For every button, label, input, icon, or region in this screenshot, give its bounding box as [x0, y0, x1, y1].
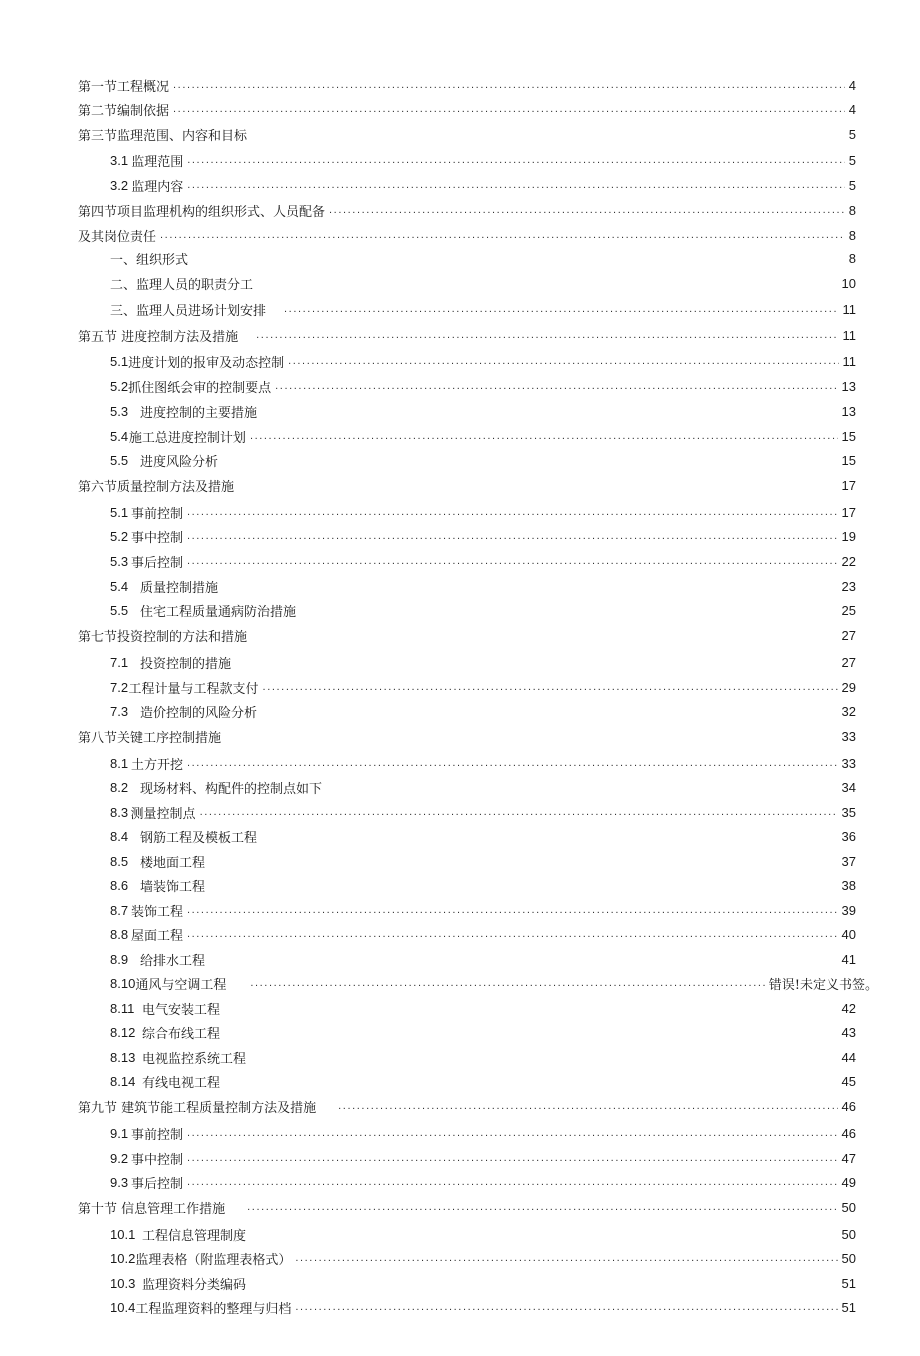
- dot-leader: [187, 924, 838, 944]
- dot-leader: [247, 1197, 837, 1217]
- dot-leader: [224, 1022, 838, 1042]
- dot-leader: [160, 225, 845, 245]
- toc-entry-number: 7.3: [110, 703, 129, 719]
- toc-entry[interactable]: [110, 150, 856, 170]
- toc-entry-number: 10.3: [110, 1275, 136, 1291]
- toc-entry-page: 错误!未定义书签。: [768, 977, 878, 993]
- dot-leader: [187, 1172, 838, 1192]
- dot-leader: [235, 652, 838, 672]
- dot-leader: [187, 900, 838, 920]
- toc-entry-number: 8.1: [110, 755, 129, 771]
- toc-entry-page: 46: [841, 1125, 856, 1141]
- dot-leader: [295, 1297, 837, 1317]
- dot-leader: [209, 851, 838, 871]
- dot-leader: [261, 401, 838, 421]
- toc-entry-page: 35: [841, 804, 856, 820]
- toc-entry[interactable]: [110, 900, 856, 920]
- toc-entry-page: 5: [848, 177, 856, 193]
- toc-entry[interactable]: [110, 753, 856, 773]
- toc-entry-title: 第二节编制依据: [78, 103, 170, 119]
- dot-leader: [257, 273, 838, 293]
- toc-entry-number: 5.1: [110, 504, 129, 520]
- toc-entry-title: 投资控制的措施: [140, 656, 232, 672]
- toc-entry-number: 5.2: [110, 528, 129, 544]
- toc-entry-page: 15: [841, 428, 856, 444]
- toc-entry-number: 9.2: [110, 1150, 129, 1166]
- toc-entry-title: 事中控制: [130, 1152, 183, 1168]
- toc-entry-title: 住宅工程质量通病防治措施: [140, 604, 297, 620]
- toc-entry-title: 造价控制的风险分析: [140, 705, 258, 721]
- toc-entry-number: 8.10: [110, 975, 136, 991]
- toc-entry-page: 38: [841, 877, 856, 893]
- toc-entry-title: 第三节监理范围、内容和目标: [78, 128, 248, 144]
- toc-entry-title: 给排水工程: [140, 953, 206, 969]
- toc-entry-title: 及其岗位责任: [78, 229, 157, 245]
- toc-entry-page: 10: [841, 275, 856, 291]
- toc-entry-title: 第十节 信息管理工作措施: [78, 1201, 226, 1217]
- dot-leader: [250, 1224, 838, 1244]
- toc-entry-title: 工程计量与工程款支付: [128, 681, 259, 697]
- toc-entry-title: 通风与空调工程: [135, 977, 227, 993]
- dot-leader: [251, 124, 845, 144]
- toc-entry[interactable]: [110, 998, 856, 1018]
- toc-entry-title: 电气安装工程: [142, 1002, 221, 1018]
- toc-entry[interactable]: [110, 426, 856, 446]
- dot-leader: [200, 802, 838, 822]
- dot-leader: [261, 701, 838, 721]
- dot-leader: [224, 998, 838, 1018]
- toc-entry-title: 质量控制措施: [140, 580, 219, 596]
- toc-entry-title: 监理表格（附监理表格式）: [135, 1252, 292, 1268]
- toc-entry-page: 8: [848, 250, 856, 266]
- toc-entry[interactable]: [110, 273, 856, 293]
- toc-entry-page: 13: [841, 378, 856, 394]
- toc-entry-title: 第四节项目监理机构的组织形式、人员配备: [78, 204, 326, 220]
- dot-leader: [251, 625, 838, 645]
- dot-leader: [187, 1148, 838, 1168]
- toc-entry[interactable]: [78, 200, 856, 220]
- toc-entry-title: 工程监理资料的整理与归档: [135, 1301, 292, 1317]
- toc-entry-number: 8.9: [110, 951, 129, 967]
- dot-leader: [284, 299, 838, 319]
- dot-leader: [187, 526, 838, 546]
- dot-leader: [338, 1096, 837, 1116]
- toc-entry-title: 进度风险分析: [140, 454, 219, 470]
- dot-leader: [187, 150, 845, 170]
- toc-entry-page: 41: [841, 951, 856, 967]
- dot-leader: [250, 1047, 838, 1067]
- toc-entry[interactable]: [110, 576, 856, 596]
- toc-entry-page: 42: [841, 1000, 856, 1016]
- dot-leader: [173, 75, 845, 95]
- toc-entry-page: 17: [841, 477, 856, 493]
- toc-entry[interactable]: [110, 551, 856, 571]
- toc-entry[interactable]: [110, 652, 856, 672]
- toc-entry[interactable]: [78, 1096, 856, 1116]
- toc-entry-title: 有线电视工程: [142, 1075, 221, 1091]
- toc-entry-number: 5.5: [110, 452, 129, 468]
- dot-leader: [222, 576, 838, 596]
- toc-entry-number: 9.3: [110, 1174, 129, 1190]
- toc-entry-title: 监理资料分类编码: [142, 1277, 247, 1293]
- toc-entry-title: 第一节工程概况: [78, 79, 170, 95]
- toc-entry-title: 屋面工程: [130, 928, 183, 944]
- toc-entry[interactable]: [110, 949, 856, 969]
- toc-entry-title: 第六节质量控制方法及措施: [78, 479, 235, 495]
- toc-entry[interactable]: [110, 1248, 856, 1268]
- toc-entry-title: 工程信息管理制度: [142, 1228, 247, 1244]
- dot-leader: [329, 200, 845, 220]
- toc-entry-number: 8.4: [110, 828, 129, 844]
- toc-entry[interactable]: [78, 325, 856, 345]
- toc-entry-number: 7.2: [110, 679, 129, 695]
- dot-leader: [209, 949, 838, 969]
- toc-entry-title: 监理范围: [131, 154, 184, 170]
- toc-entry[interactable]: [110, 600, 856, 620]
- toc-entry-page: 51: [841, 1275, 856, 1291]
- dot-leader: [263, 677, 838, 697]
- toc-entry-page: 22: [841, 553, 856, 569]
- toc-entry[interactable]: [110, 1172, 856, 1192]
- toc-entry-title: 二、监理人员的职责分工: [110, 277, 254, 293]
- toc-entry-page: 17: [841, 504, 856, 520]
- toc-entry[interactable]: [78, 124, 856, 144]
- toc-entry-title: 第七节投资控制的方法和措施: [78, 629, 248, 645]
- toc-entry-page: 34: [841, 779, 856, 795]
- toc-entry-title: 土方开挖: [130, 757, 183, 773]
- toc-entry-page: 50: [841, 1250, 856, 1266]
- toc-entry-page: 44: [841, 1049, 856, 1065]
- toc-entry-number: 5.3: [110, 403, 129, 419]
- toc-entry-page: 29: [841, 679, 856, 695]
- dot-leader: [275, 376, 837, 396]
- toc-entry-number: 8.2: [110, 779, 129, 795]
- toc-entry-page: 45: [841, 1073, 856, 1089]
- toc-entry-title: 事中控制: [130, 530, 183, 546]
- toc-entry[interactable]: [110, 351, 856, 371]
- toc-entry-number: 10.1: [110, 1226, 136, 1242]
- toc-entry-title: 事前控制: [130, 1127, 183, 1143]
- toc-entry-title: 第八节关键工序控制措施: [78, 730, 222, 746]
- toc-entry-page: 43: [841, 1024, 856, 1040]
- toc-entry[interactable]: [110, 1297, 856, 1317]
- toc-entry-page: 51: [841, 1299, 856, 1315]
- toc-entry[interactable]: [110, 376, 856, 396]
- toc-entry-page: 27: [841, 654, 856, 670]
- toc-entry-page: 15: [841, 452, 856, 468]
- toc-entry-page: 25: [841, 602, 856, 618]
- toc-entry-title: 抓住图纸会审的控制要点: [128, 380, 272, 396]
- toc-entry[interactable]: [110, 1123, 856, 1143]
- toc-entry-number: 8.13: [110, 1049, 136, 1065]
- toc-entry-page: 39: [841, 902, 856, 918]
- toc-entry-page: 4: [848, 77, 856, 93]
- toc-entry[interactable]: [110, 701, 856, 721]
- toc-entry-title: 事前控制: [130, 506, 183, 522]
- toc-entry-page: 50: [841, 1226, 856, 1242]
- toc-entry-number: 5.3: [110, 553, 129, 569]
- toc-entry-title: 事后控制: [130, 1176, 183, 1192]
- toc-entry-title: 墙装饰工程: [140, 879, 206, 895]
- dot-leader: [238, 475, 838, 495]
- toc-entry-title: 钢筋工程及模板工程: [140, 830, 258, 846]
- toc-entry[interactable]: [110, 248, 856, 268]
- toc-entry-title: 进度控制的主要措施: [140, 405, 258, 421]
- toc-entry[interactable]: [78, 475, 856, 495]
- toc-entry-title: 装饰工程: [130, 904, 183, 920]
- dot-leader: [187, 502, 838, 522]
- toc-entry[interactable]: [78, 225, 856, 245]
- toc-entry[interactable]: [110, 450, 856, 470]
- dot-leader: [300, 600, 838, 620]
- toc-entry-title: 第五节 进度控制方法及措施: [78, 329, 239, 345]
- toc-entry-number: 10.4: [110, 1299, 136, 1315]
- dot-leader: [224, 1071, 838, 1091]
- toc-entry-page: 8: [848, 202, 856, 218]
- dot-leader: [295, 1248, 837, 1268]
- dot-leader: [187, 175, 845, 195]
- toc-entry[interactable]: [110, 677, 856, 697]
- dot-leader: [187, 753, 838, 773]
- toc-entry[interactable]: [110, 875, 856, 895]
- toc-entry[interactable]: [110, 401, 856, 421]
- toc-entry-number: 10.2: [110, 1250, 136, 1266]
- toc-entry[interactable]: [110, 802, 856, 822]
- toc-entry-number: 5.4: [110, 578, 129, 594]
- toc-entry-number: 8.5: [110, 853, 129, 869]
- toc-entry-page: 8: [848, 227, 856, 243]
- dot-leader: [256, 325, 838, 345]
- toc-entry[interactable]: [110, 777, 856, 797]
- toc-entry-title: 进度计划的报审及动态控制: [128, 355, 285, 371]
- toc-entry-number: 7.1: [110, 654, 129, 670]
- toc-entry-number: 8.11: [110, 1000, 135, 1016]
- toc-entry-page: 23: [841, 578, 856, 594]
- toc-entry-number: 8.3: [110, 804, 129, 820]
- toc-entry-number: 5.4: [110, 428, 129, 444]
- toc-entry-title: 三、监理人员进场计划安排: [110, 303, 267, 319]
- toc-entry-number: 5.5: [110, 602, 129, 618]
- dot-leader: [261, 826, 838, 846]
- toc-entry-title: 一、组织形式: [110, 252, 189, 268]
- toc-entry[interactable]: [110, 1047, 856, 1067]
- toc-entry-page: 5: [848, 152, 856, 168]
- toc-entry-page: 4: [848, 101, 856, 117]
- dot-leader: [225, 726, 838, 746]
- toc-entry[interactable]: [110, 175, 856, 195]
- toc-entry[interactable]: [110, 924, 856, 944]
- toc-entry-title: 事后控制: [130, 555, 183, 571]
- toc-entry-number: 8.7: [110, 902, 129, 918]
- toc-entry-title: 电视监控系统工程: [142, 1051, 247, 1067]
- dot-leader: [288, 351, 838, 371]
- toc-entry-page: 46: [841, 1098, 856, 1114]
- toc-entry[interactable]: [110, 1273, 856, 1293]
- dot-leader: [326, 777, 838, 797]
- toc-entry-number: 5.1: [110, 353, 129, 369]
- toc-entry-page: 49: [841, 1174, 856, 1190]
- toc-entry-page: 27: [841, 627, 856, 643]
- toc-entry-page: 33: [841, 755, 856, 771]
- toc-entry-title: 综合布线工程: [142, 1026, 221, 1042]
- toc-entry-number: 8.6: [110, 877, 129, 893]
- toc-entry-page: 11: [842, 327, 856, 343]
- toc-entry-title: 第九节 建筑节能工程质量控制方法及措施: [78, 1100, 317, 1116]
- toc-entry-number: 5.2: [110, 378, 129, 394]
- dot-leader: [187, 1123, 838, 1143]
- dot-leader: [187, 551, 838, 571]
- toc-entry[interactable]: [78, 625, 856, 645]
- toc-entry-number: 8.8: [110, 926, 129, 942]
- toc-entry-page: 50: [841, 1199, 856, 1215]
- toc-entry[interactable]: [78, 1197, 856, 1217]
- toc-entry[interactable]: [110, 1148, 856, 1168]
- toc-entry[interactable]: [110, 502, 856, 522]
- toc-entry-page: 5: [848, 126, 856, 142]
- toc-entry-number: 8.12: [110, 1024, 136, 1040]
- toc-entry-number: 3.1: [110, 152, 129, 168]
- toc-entry-page: 11: [842, 301, 856, 317]
- toc-entry-page: 33: [841, 728, 856, 744]
- toc-entry[interactable]: [110, 1022, 856, 1042]
- toc-entry[interactable]: [78, 726, 856, 746]
- toc-entry-title: 现场材料、构配件的控制点如下: [140, 781, 323, 797]
- dot-leader: [192, 248, 845, 268]
- toc-entry-page: 47: [841, 1150, 856, 1166]
- toc-entry-title: 监理内容: [131, 179, 184, 195]
- toc-entry-number: 3.2: [110, 177, 129, 193]
- toc-entry-number: 8.14: [110, 1073, 136, 1089]
- toc-entry-number: 9.1: [110, 1125, 129, 1141]
- toc-entry-page: 32: [841, 703, 856, 719]
- toc-entry-title: 测量控制点: [130, 806, 196, 822]
- toc-entry[interactable]: [78, 75, 856, 95]
- toc-entry[interactable]: [110, 526, 856, 546]
- toc-entry[interactable]: [110, 1224, 856, 1244]
- toc-entry-page: 40: [841, 926, 856, 942]
- dot-leader: [250, 973, 764, 993]
- toc-entry-title: 施工总进度控制计划: [128, 430, 246, 446]
- toc-entry[interactable]: [78, 99, 856, 119]
- dot-leader: [222, 450, 838, 470]
- toc-entry-page: 36: [841, 828, 856, 844]
- toc-entry-title: 楼地面工程: [140, 855, 206, 871]
- toc-entry-page: 37: [841, 853, 856, 869]
- toc-entry-page: 11: [842, 353, 856, 369]
- toc-entry[interactable]: [110, 851, 856, 871]
- dot-leader: [250, 426, 838, 446]
- dot-leader: [209, 875, 838, 895]
- toc-entry-page: 19: [841, 528, 856, 544]
- dot-leader: [250, 1273, 838, 1293]
- toc-entry[interactable]: [110, 826, 856, 846]
- toc-entry[interactable]: [110, 973, 878, 993]
- toc-entry-page: 13: [841, 403, 856, 419]
- toc-entry[interactable]: [110, 1071, 856, 1091]
- dot-leader: [173, 99, 845, 119]
- toc-entry[interactable]: [110, 299, 856, 319]
